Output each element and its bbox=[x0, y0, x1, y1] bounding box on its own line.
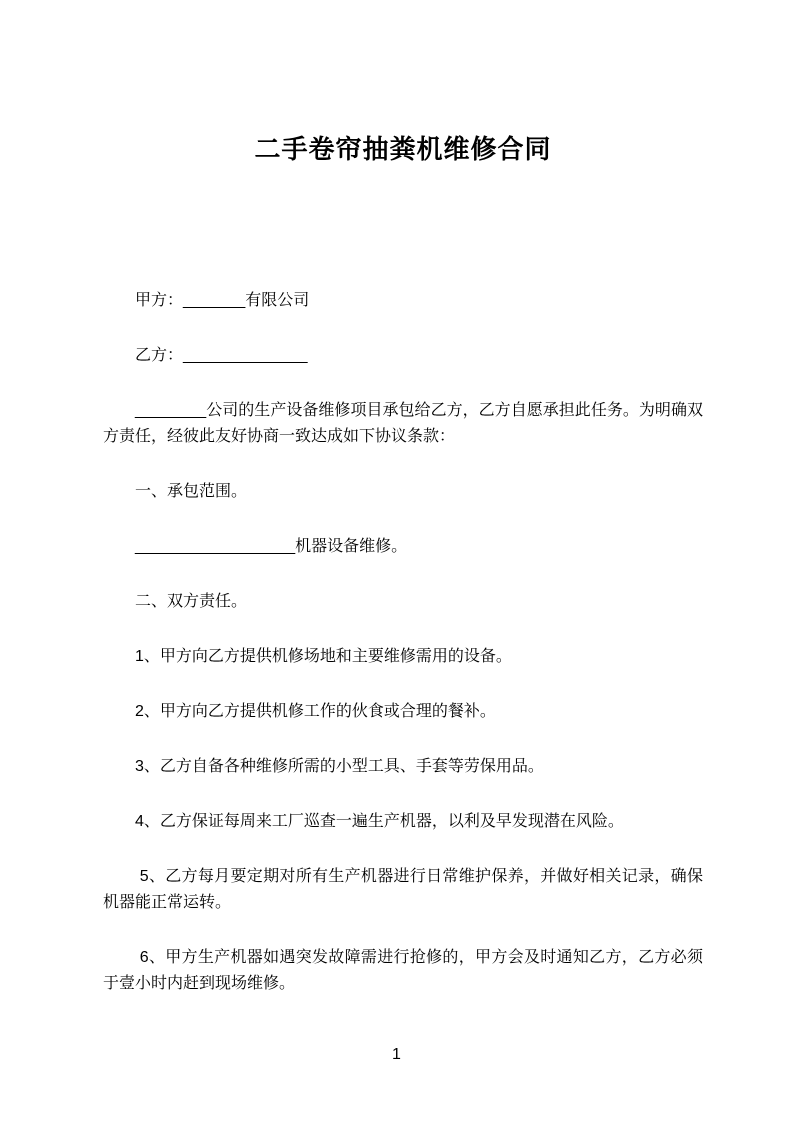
clause-3: 3、乙方自备各种维修所需的小型工具、手套等劳保用品。 bbox=[135, 758, 544, 775]
scope-blank-line: __________________机器设备维修。 bbox=[135, 538, 408, 555]
page-number: 1 bbox=[392, 1046, 401, 1063]
clause-6: 6、甲方生产机器如遇突发故障需进行抢修的，甲方会及时通知乙方，乙方必须于壹小时内赶到现场维修。 bbox=[103, 949, 703, 992]
clause-5: 5、乙方每月要定期对所有生产机器进行日常维护保养，并做好相关记录，确保机器能正常运转。 bbox=[103, 868, 703, 911]
party-b-line: 乙方：______________ bbox=[135, 347, 308, 364]
intro-paragraph: ________公司的生产设备维修项目承包给乙方，乙方自愿承担此任务。为明确双方责任，经彼此友好协商一致达成如下协议条款： bbox=[103, 402, 703, 445]
document-title: 二手卷帘抽粪机维修合同 bbox=[254, 134, 552, 164]
clause-4: 4、乙方保证每周来工厂巡查一遍生产机器，以利及早发现潜在风险。 bbox=[135, 813, 624, 830]
party-a-line: 甲方：_______有限公司 bbox=[135, 292, 310, 309]
section-1-heading: 一、承包范围。 bbox=[135, 483, 248, 500]
section-2-heading: 二、双方责任。 bbox=[135, 593, 248, 610]
clause-1: 1、甲方向乙方提供机修场地和主要维修需用的设备。 bbox=[135, 648, 512, 665]
clause-2: 2、甲方向乙方提供机修工作的伙食或合理的餐补。 bbox=[135, 703, 496, 720]
